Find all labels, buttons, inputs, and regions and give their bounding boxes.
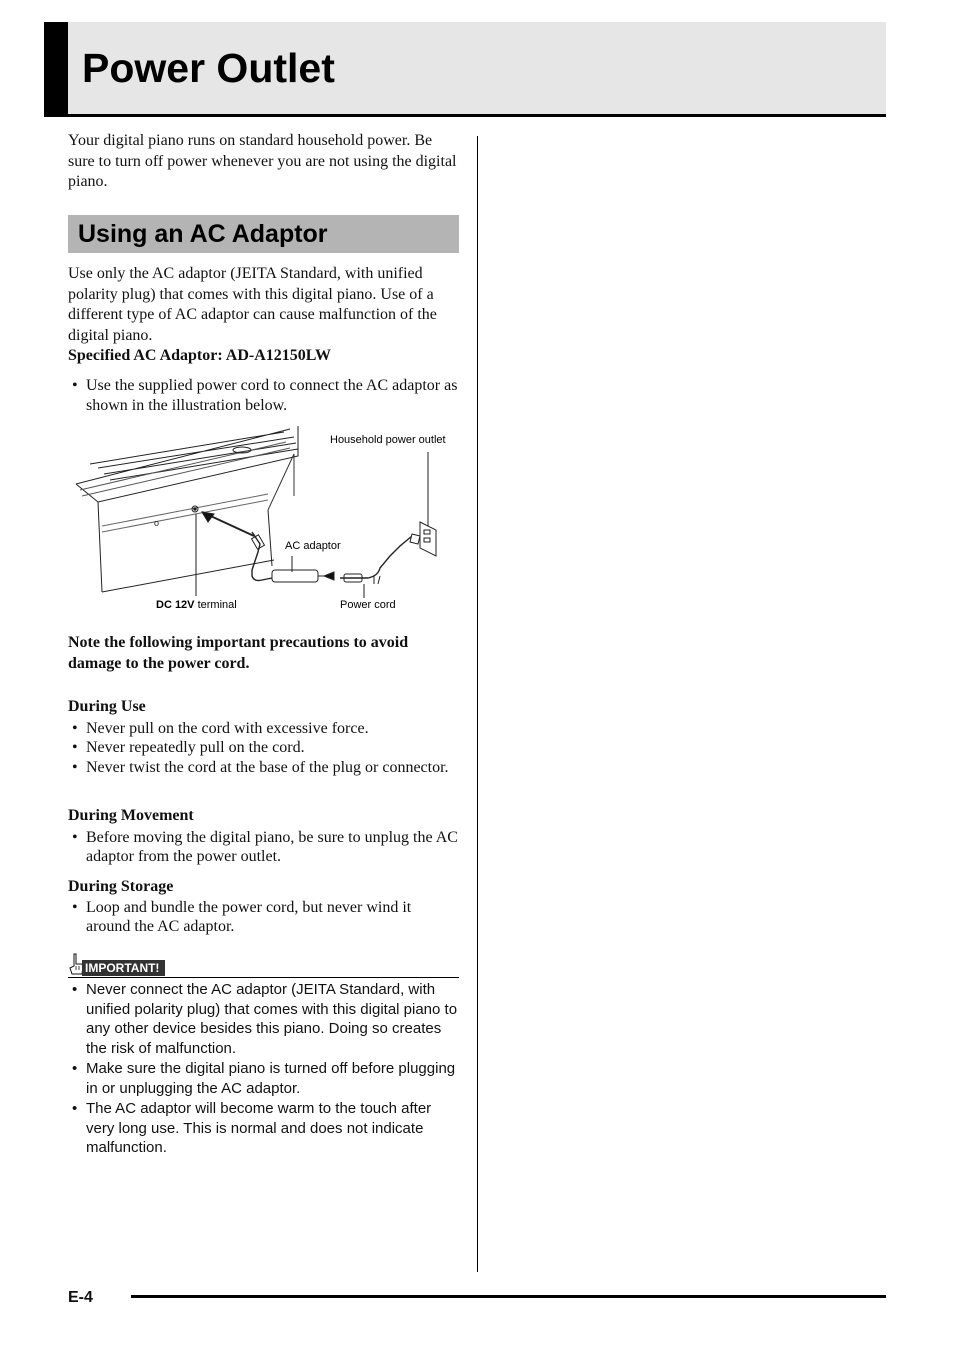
section-heading-bar	[68, 215, 459, 253]
list-item: • Never connect the AC adaptor (JEITA Standard, with unified polarity plug) that comes with this digital piano to any other device besides this piano. Doing so creates the risk of malfunction.	[68, 980, 460, 1058]
adaptor-paragraph: Use only the AC adaptor (JEITA Standard, with unified polarity plug) that comes with this digital piano. Use of a different type of AC adaptor can cause malfunction of the digital piano.	[68, 265, 437, 344]
label-power-cord: Power cord	[340, 599, 396, 611]
connect-bullet-list	[68, 376, 458, 415]
important-rule	[68, 977, 459, 978]
during-storage-list	[68, 898, 458, 937]
connection-illustration	[68, 426, 460, 618]
precautions-note: Note the following important precautions to avoid damage to the power cord.	[68, 634, 409, 672]
svg-text:o: o	[154, 518, 160, 528]
label-household-power-outlet: Household power outlet	[330, 434, 446, 446]
label-dc-bold: DC 12V	[156, 599, 195, 611]
list-item: • Never twist the cord at the base of the plug or connector.	[68, 758, 458, 777]
important-list	[68, 980, 460, 1159]
list-item: • Make sure the digital piano is turned off before plugging in or unplugging the AC adaptor.	[68, 1059, 460, 1098]
column-divider	[477, 136, 478, 1272]
important-label: IMPORTANT!	[82, 960, 165, 976]
during-storage-heading: During Storage	[68, 878, 174, 895]
list-item: • Never repeatedly pull on the cord.	[68, 738, 458, 757]
list-item: • Never pull on the cord with excessive force.	[68, 719, 458, 738]
list-item: • Before moving the digital piano, be sure to unplug the AC adaptor from the power outlet.	[68, 828, 458, 867]
during-movement-heading: During Movement	[68, 807, 194, 824]
section-heading: Using an AC Adaptor	[78, 220, 328, 248]
label-ac-adaptor: AC adaptor	[285, 540, 341, 552]
important-header	[68, 950, 459, 978]
label-dc-terminal	[156, 599, 237, 612]
section-body	[68, 264, 458, 367]
piano-adaptor-drawing	[68, 426, 460, 618]
specified-adaptor: Specified AC Adaptor: AD-A12150LW	[68, 347, 331, 365]
during-use-heading: During Use	[68, 698, 146, 715]
page-title-bar	[44, 22, 886, 117]
page-title: Power Outlet	[82, 45, 335, 91]
list-item: • The AC adaptor will become warm to the touch after very long use. This is normal and does not indicate malfunction.	[68, 1099, 460, 1158]
footer-rule	[131, 1295, 886, 1298]
list-item: • Use the supplied power cord to connect the AC adaptor as shown in the illustration below.	[68, 376, 458, 415]
page-number: E-4	[68, 1289, 93, 1306]
title-black-block	[44, 22, 68, 117]
intro-paragraph: Your digital piano runs on standard household power. Be sure to turn off power whenever you are not using the digital piano.	[68, 132, 457, 191]
during-movement-list	[68, 828, 458, 867]
label-dc-rest: terminal	[194, 599, 237, 611]
list-item: • Loop and bundle the power cord, but never wind it around the AC adaptor.	[68, 898, 458, 937]
during-use-list	[68, 719, 458, 777]
